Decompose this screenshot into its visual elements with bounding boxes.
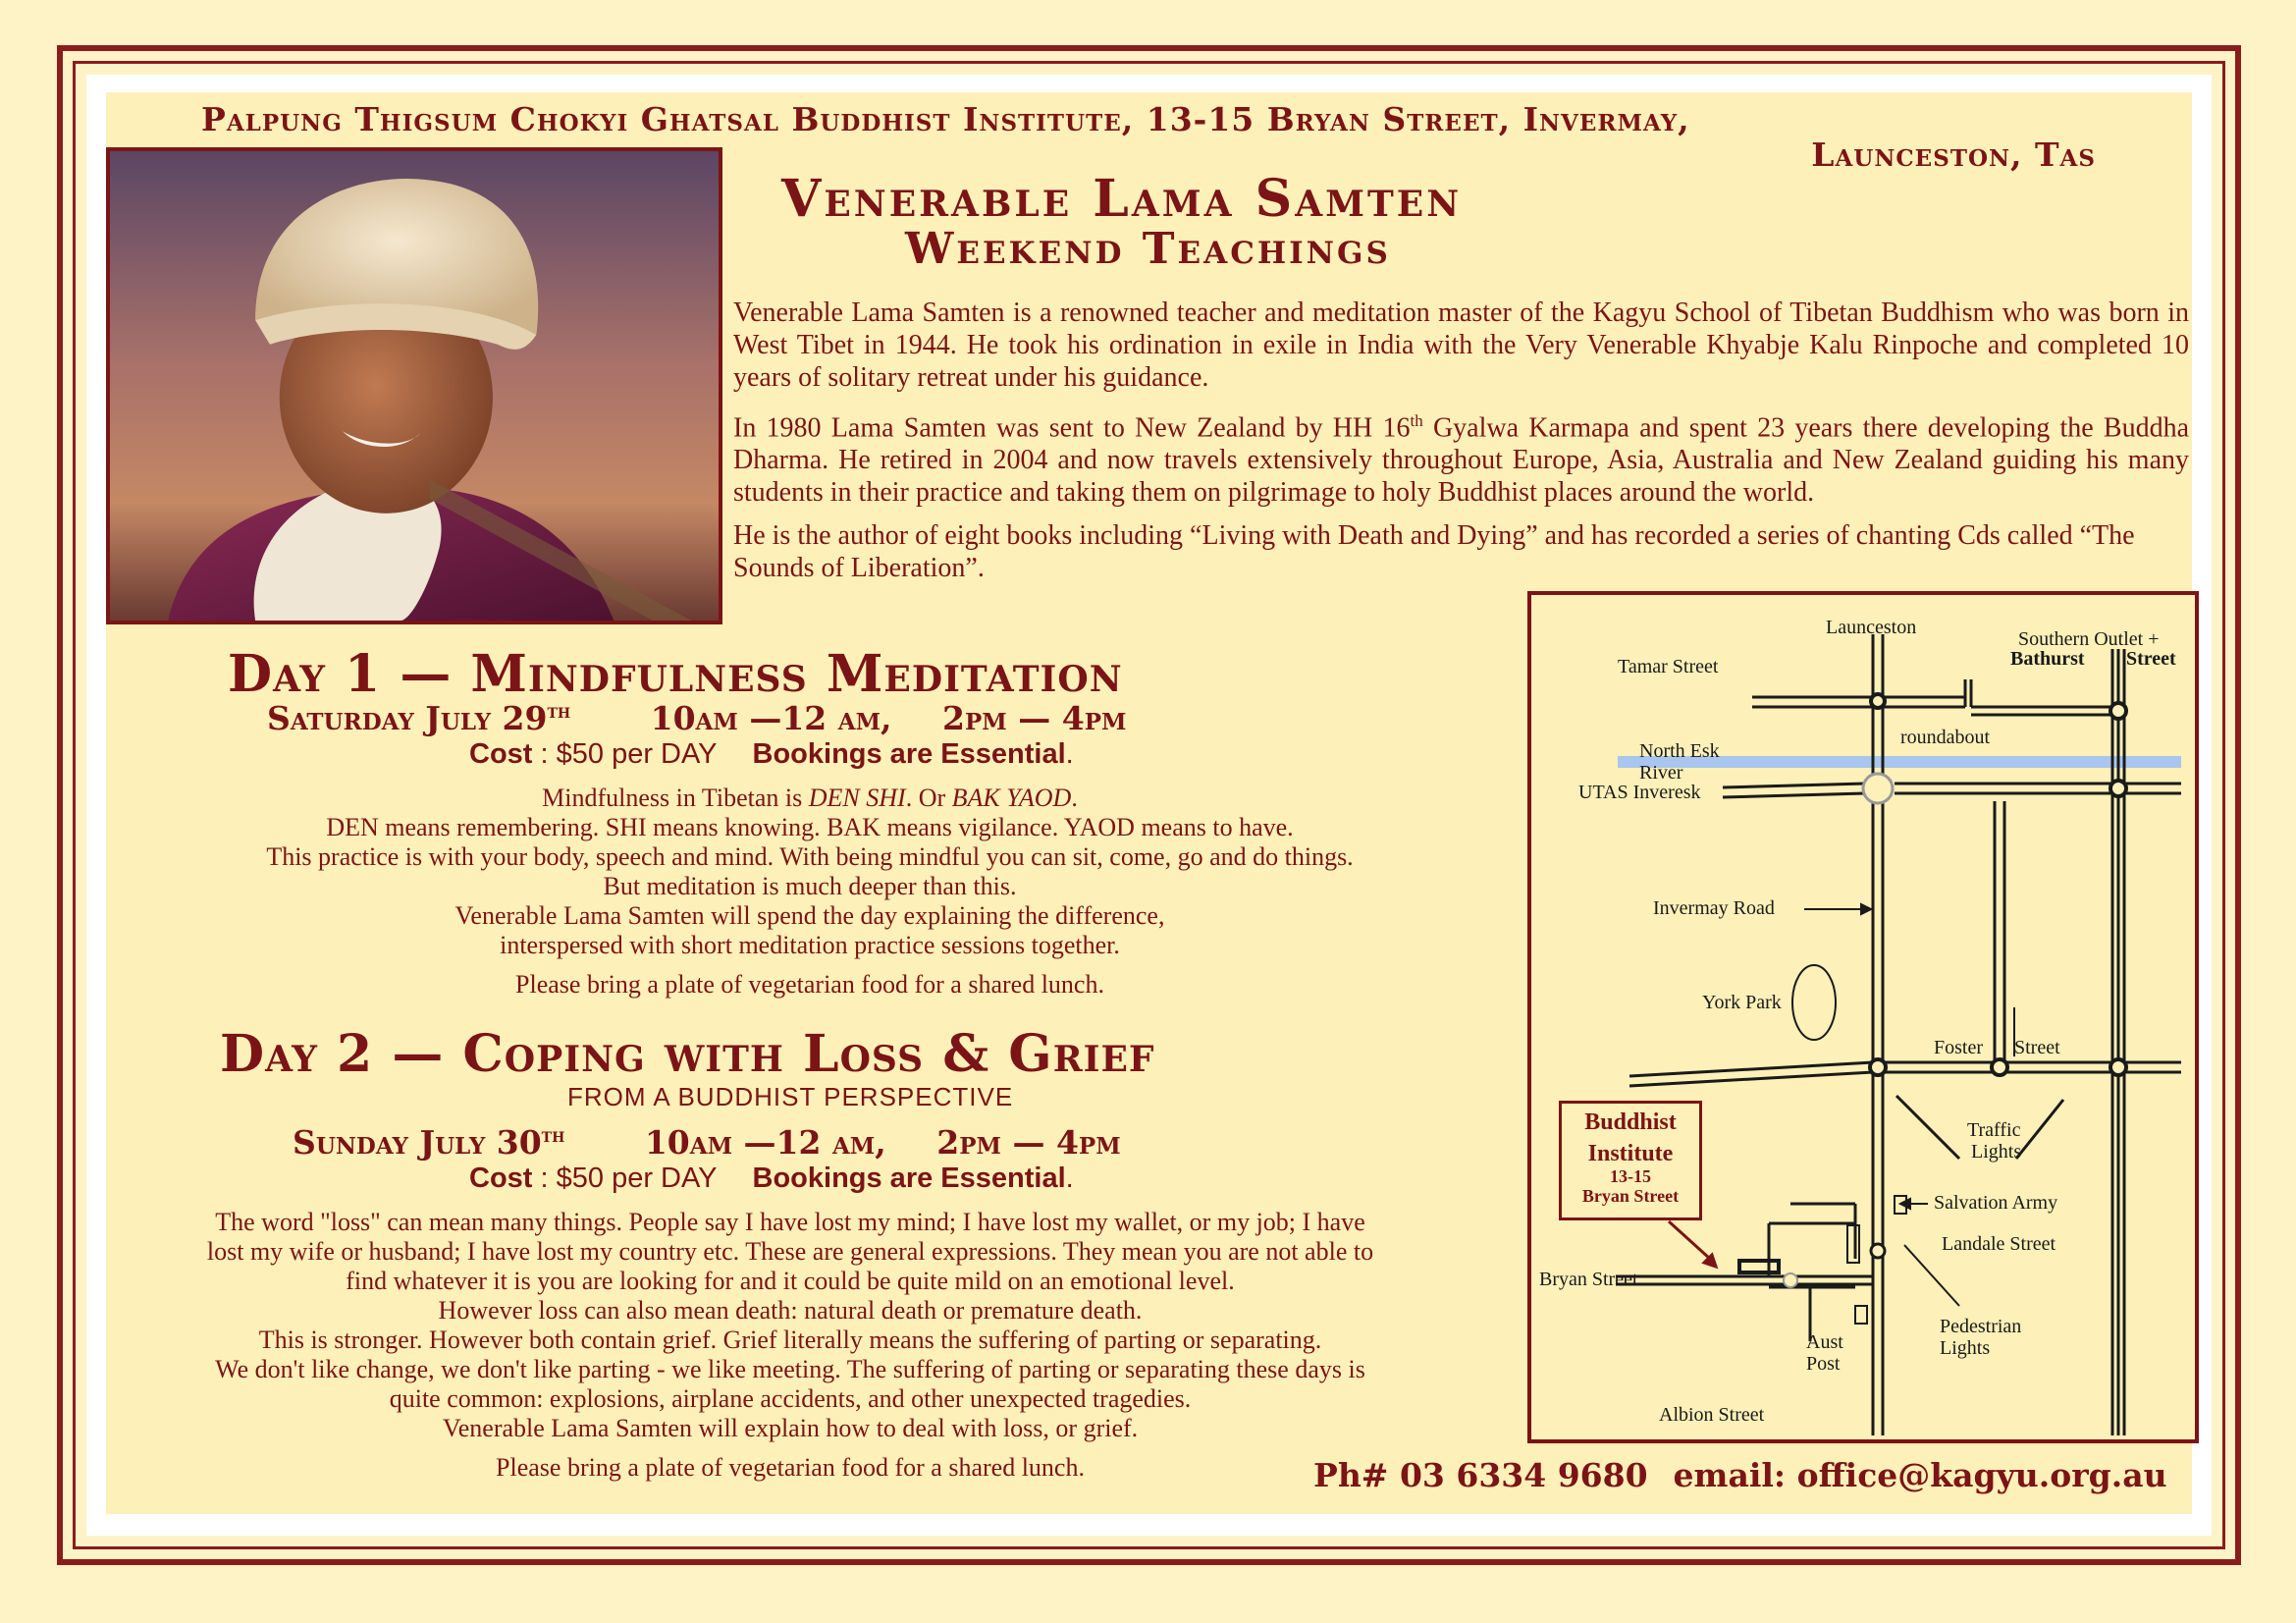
contact-phone: Ph# 03 6334 9680 (1313, 1456, 1648, 1494)
map-label-foster-street: Street (2014, 1037, 2060, 1058)
intro-text (733, 297, 2189, 595)
day1-line-1b: DEN SHI (808, 784, 906, 812)
day1-line-3: This practice is with your body, speech and mind. With being mindful you can sit, come, go and do things. (266, 842, 1354, 871)
map-label-traffic: Traffic (1967, 1119, 2021, 1141)
map-label-landale-street: Landale Street (1942, 1233, 2056, 1255)
day2-date (293, 1123, 564, 1162)
day2-schedule (293, 1123, 1121, 1162)
map-label-bathurst: Bathurst (2010, 648, 2085, 670)
contact-info (1313, 1456, 2167, 1494)
day2-time-morning: 10am —12 am, (644, 1123, 886, 1162)
lama-photo (106, 147, 722, 624)
contact-email[interactable]: email: office@kagyu.org.au (1673, 1456, 2167, 1494)
map-label-salvation-army: Salvation Army (1934, 1192, 2058, 1214)
day2-subheading: FROM A BUDDHIST PERSPECTIVE (567, 1082, 1014, 1111)
day1-cost (469, 738, 1074, 771)
intro-paragraph-2a: In 1980 Lama Samten was sent to New Zealand by HH 16 (733, 412, 1411, 444)
page-subtitle: Weekend Teachings (905, 224, 1391, 274)
day1-line-5: Venerable Lama Samten will spend the day explaining the difference, (454, 901, 1165, 930)
map-bi-line-4: Bryan Street (1581, 1186, 1680, 1206)
day2-cost-value: : $50 per DAY (532, 1163, 718, 1194)
map-label-traffic-lights: Lights (1971, 1141, 2022, 1163)
day2-cost (469, 1163, 1074, 1195)
day1-date-text: Saturday July 29 (267, 699, 548, 737)
day1-description (147, 784, 1472, 1000)
day2-line-4: However loss can also mean death: natural death or premature death. (438, 1296, 1143, 1325)
map-label-foster: Foster (1934, 1037, 1983, 1058)
intro-paragraph-2b: Gyalwa Karmapa and spent 23 years there developing the Buddha Dharma. He retired in 2004 and now travels extensively throughout Europe, Asia, Australia and New Zealand guiding his many students in their practice and taking them on pilgrimage to holy Buddhist places around the world. (733, 412, 2189, 509)
day2-date-sup: th (541, 1123, 565, 1147)
day2-date-text: Sunday July 30 (293, 1123, 542, 1162)
map-label-pedestrian: Pedestrian (1940, 1316, 2022, 1337)
map-label-river: River (1639, 762, 1683, 784)
map-label-post: Post (1806, 1353, 1841, 1375)
map-roads (1531, 595, 2195, 1439)
location-map (1527, 591, 2199, 1443)
day1-schedule (267, 699, 1126, 737)
map-label-york-park: York Park (1702, 992, 1782, 1013)
day1-bookings-end: . (1065, 738, 1074, 770)
intro-paragraph-2-sup: th (1410, 411, 1423, 430)
day2-heading: Day 2 — Coping with Loss & Grief (220, 1024, 1155, 1084)
day2-line-2: lost my wife or husband; I have lost my country etc. These are general expressions. They mean you are not able to (206, 1237, 1374, 1266)
intro-paragraph-1: Venerable Lama Samten is a renowned teacher and meditation master of the Kagyu School of Tibetan Buddhism who was born in West Tibet in 1944. He took his ordination in exile in India with the Very Venerable Khyabje Kalu Rinpoche and completed 10 years of solitary retreat under his guidance. (733, 298, 2189, 393)
day1-line-2: DEN means remembering. SHI means knowing. BAK means vigilance. YAOD means to have. (326, 813, 1294, 841)
page-title: Venerable Lama Samten (781, 169, 1463, 229)
day2-line-8: Venerable Lama Samten will explain how to deal with loss, or grief. (442, 1414, 1139, 1442)
day2-line-6: We don't like change, we don't like parting - we like meeting. The suffering of parting or separating these days is (215, 1355, 1365, 1383)
map-label-tamar-street: Tamar Street (1618, 656, 1719, 677)
map-bi-line-3: 13-15 (1610, 1166, 1651, 1186)
day1-line-4: But meditation is much deeper than this. (603, 872, 1017, 900)
day2-description (123, 1208, 1458, 1483)
map-label-roundabout: roundabout (1900, 727, 1991, 748)
day2-time-afternoon: 2pm — 4pm (936, 1123, 1121, 1162)
day1-heading: Day 1 — Mindfulness Meditation (228, 644, 1123, 704)
map-label-bathurst-street: Street (2126, 648, 2176, 670)
map-label-launceston: Launceston (1826, 617, 1917, 638)
roundabout-marker (1863, 774, 1893, 803)
day1-line-1c: . Or (905, 784, 952, 812)
day2-line-1: The word "loss" can mean many things. People say I have lost my mind; I have lost my wallet, or my job; I have (215, 1208, 1365, 1236)
day2-line-9: Please bring a plate of vegetarian food for a shared lunch. (496, 1453, 1085, 1482)
map-label-north-esk: North Esk (1639, 740, 1720, 762)
day1-bookings: Bookings are Essential (752, 738, 1066, 770)
day1-line-6: interspersed with short meditation practice sessions together. (500, 931, 1120, 959)
map-bi-line-1: Buddhist (1584, 1109, 1677, 1135)
day1-line-7: Please bring a plate of vegetarian food for a shared lunch. (515, 970, 1104, 999)
day1-time-morning: 10am —12 am, (650, 699, 892, 737)
map-buddhist-institute-box (1559, 1101, 1702, 1220)
map-label-invermay-road: Invermay Road (1653, 897, 1775, 919)
map-label-albion-street: Albion Street (1659, 1404, 1765, 1426)
day1-date-sup: th (547, 699, 571, 723)
day1-cost-value: : $50 per DAY (532, 738, 718, 770)
map-label-bryan-street: Bryan Street (1539, 1269, 1638, 1290)
day2-line-5: This is stronger. However both contain grief. Grief literally means the suffering of parting or separating. (258, 1325, 1322, 1354)
map-label-aust: Aust (1806, 1331, 1843, 1353)
day1-time-afternoon: 2pm — 4pm (942, 699, 1127, 737)
map-label-pedestrian-lights: Lights (1940, 1337, 1991, 1359)
day1-line-1e: . (1071, 784, 1078, 812)
day1-line-1 (147, 784, 1472, 813)
intro-paragraph-2 (733, 405, 2189, 509)
institute-line-1: Palpung Thigsum Chokyi Ghatsal Buddhist Institute, 13-15 Bryan Street, Invermay, (201, 100, 1690, 138)
day2-line-3: find whatever it is you are looking for and it could be quite mild on an emotional level. (346, 1267, 1235, 1295)
institute-line-2: Launceston, Tas (1811, 135, 2096, 174)
map-label-southern-outlet: Southern Outlet + (2018, 628, 2160, 650)
day2-bookings-end: . (1065, 1163, 1074, 1194)
intro-paragraph-3: He is the author of eight books including “Living with Death and Dying” and has recorded a series of chanting Cds called “The Sounds of Liberation”. (733, 520, 2135, 584)
day1-line-1a: Mindfulness in Tibetan is (542, 784, 809, 812)
map-bi-line-2: Institute (1587, 1141, 1674, 1166)
day2-bookings: Bookings are Essential (752, 1163, 1066, 1194)
map-label-utas: UTAS Inveresk (1578, 782, 1701, 803)
day2-cost-label: Cost (469, 1163, 533, 1194)
day1-date (267, 699, 570, 737)
day1-line-1d: BAK YAOD (951, 784, 1072, 812)
day1-cost-label: Cost (469, 738, 533, 770)
day2-line-7: quite common: explosions, airplane accidents, and other unexpected tragedies. (389, 1384, 1192, 1413)
